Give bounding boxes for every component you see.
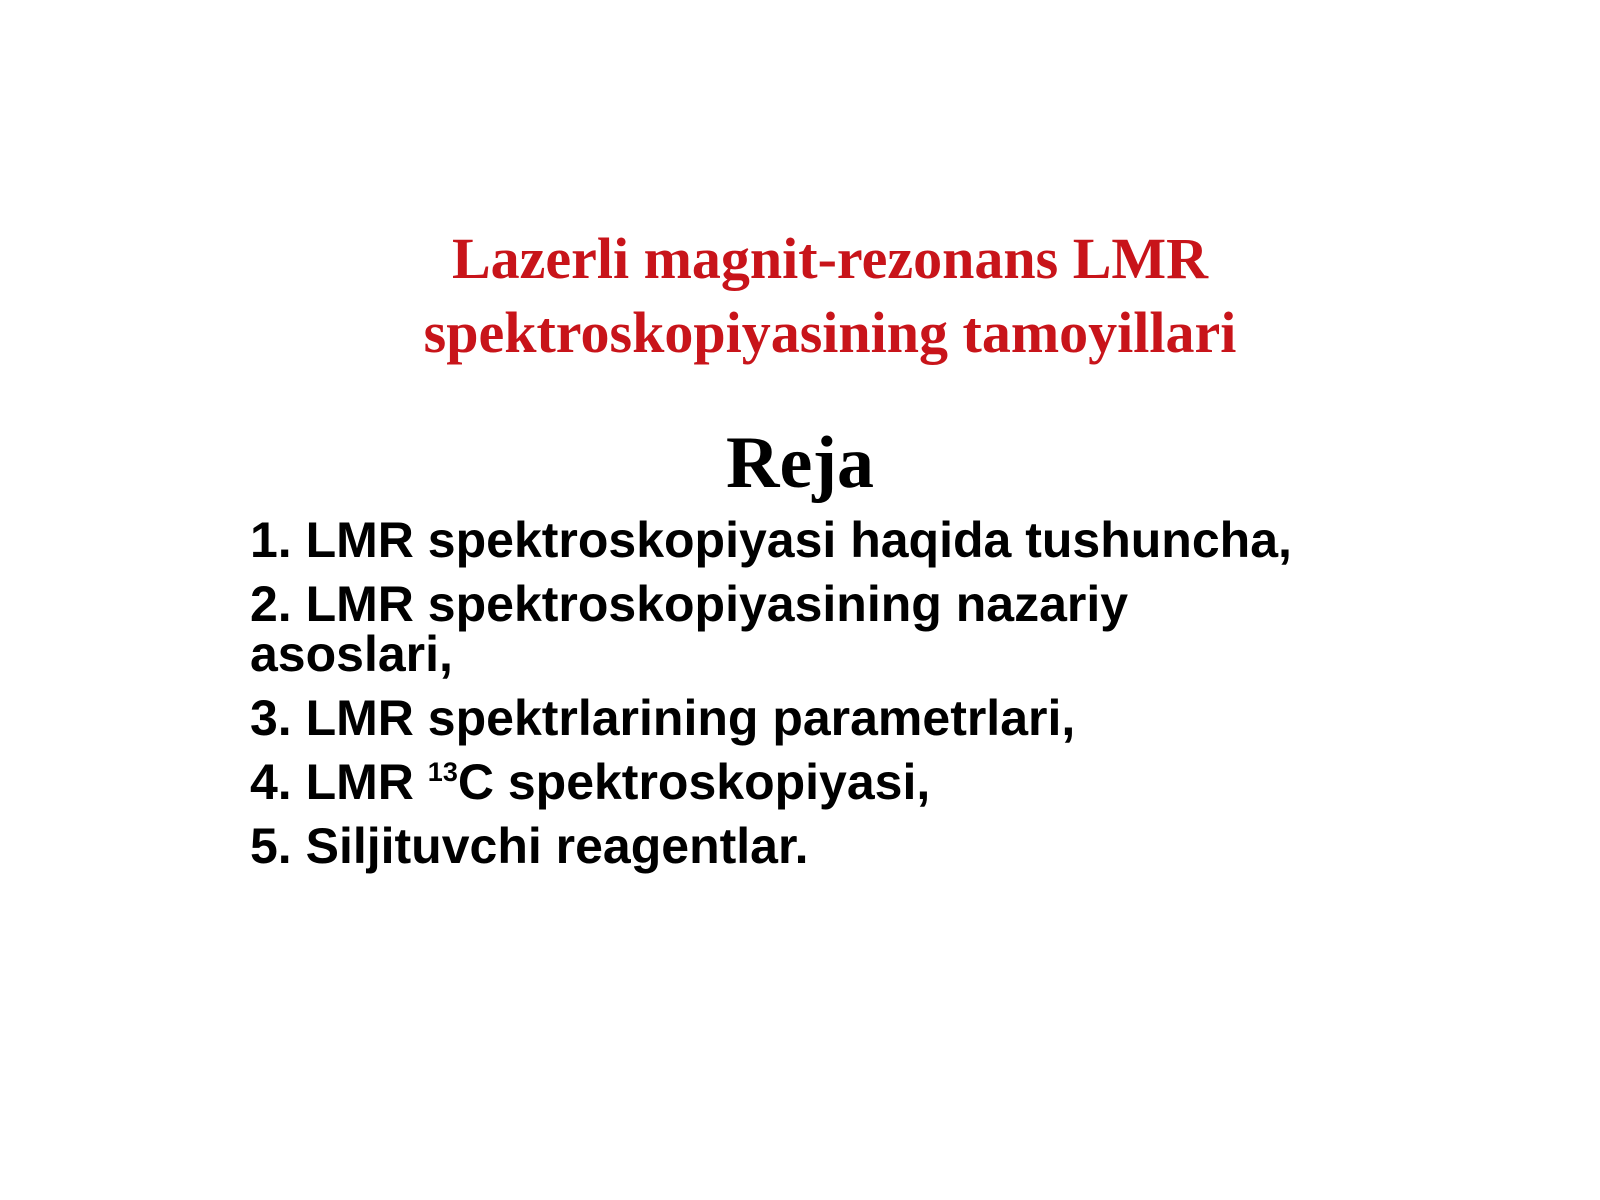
plan-item-4-prefix: 4. LMR [250, 754, 428, 810]
plan-item-4-superscript: 13 [427, 757, 458, 787]
slide-title-line-2: spektroskopiyasining tamoyillari [423, 300, 1237, 365]
slide-title [330, 222, 1330, 370]
plan-heading: Reja [726, 422, 874, 504]
plan-item-3: 3. LMR spektrlarining parametrlari, [250, 690, 1076, 746]
plan-item-1: 1. LMR spektroskopiyasi haqida tushuncha, [250, 512, 1292, 568]
slide-title-line-1: Lazerli magnit-rezonans LMR [451, 226, 1209, 291]
plan-list [250, 512, 1300, 885]
plan-item-4-suffix: C spektroskopiyasi, [457, 754, 931, 810]
plan-item-4 [250, 754, 1300, 810]
plan-item-5: 5. Siljituvchi reagentlar. [250, 818, 809, 874]
plan-item-2: 2. LMR spektroskopiyasining nazariy asoslari, [250, 576, 1129, 682]
